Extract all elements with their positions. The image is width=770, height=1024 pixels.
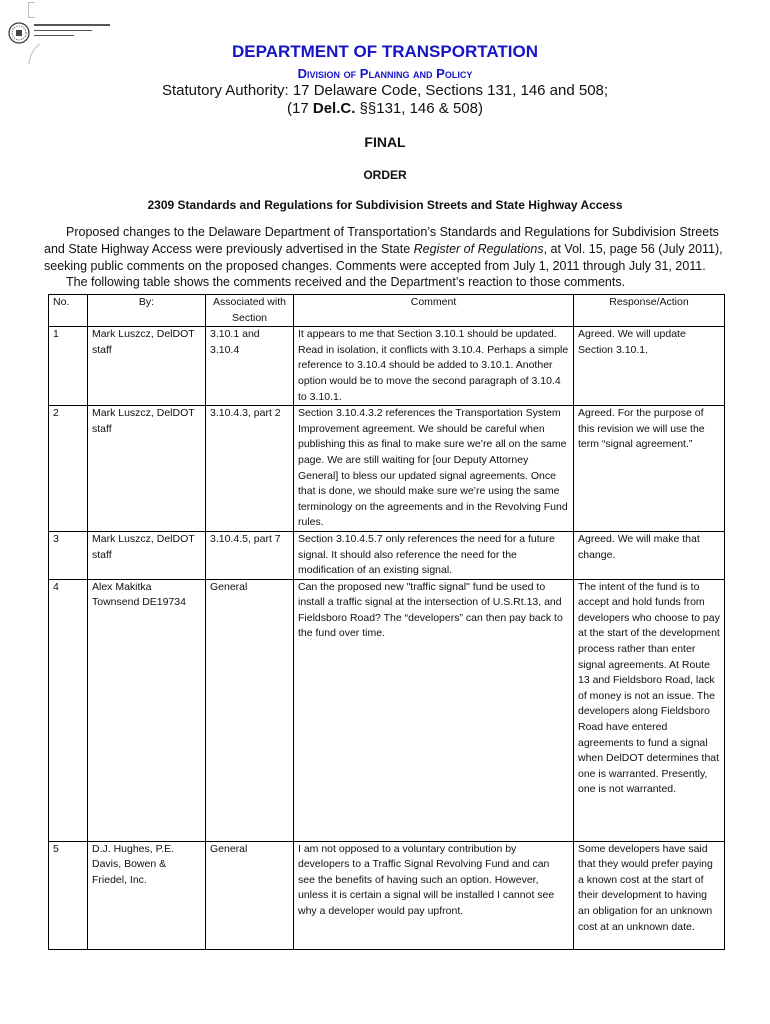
header-section: Associated with Section: [206, 295, 294, 327]
page-title: DEPARTMENT OF TRANSPORTATION: [232, 42, 538, 61]
intro-paragraph: Proposed changes to the Delaware Department of Transportation’s Standards and Regulations for Subdivision Streets and State Highway Access were previously advertised in the State Register of Regulations, at Vol. 15, page 56 (July 2011), seeking public comments on the proposed changes. Comments were accepted from July 1, 2011 through July 31, 2011.: [44, 225, 723, 273]
header-response: Response/Action: [574, 295, 725, 327]
cell-section: General: [206, 841, 294, 949]
state-seal-icon: [8, 22, 30, 44]
header-by: By:: [88, 295, 206, 327]
cell-response: Agreed. We will make that change.: [574, 531, 725, 579]
regulation-title: 2309 Standards and Regulations for Subdivision Streets and State Highway Access: [147, 198, 623, 212]
cell-section: General: [206, 579, 294, 841]
comments-table: [48, 294, 725, 950]
final-heading: FINAL: [364, 134, 406, 150]
cell-by: D.J. Hughes, P.E. Davis, Bowen & Friedel, Inc.: [88, 841, 206, 949]
cell-no: 2: [49, 406, 88, 532]
table-row: [49, 531, 725, 579]
table-header-row: [49, 295, 725, 327]
table-row: [49, 841, 725, 949]
order-heading: ORDER: [363, 168, 407, 182]
statutory-citation: (17 Del.C. §§131, 146 & 508): [287, 100, 483, 117]
table-row: [49, 406, 725, 532]
cell-comment: Can the proposed new "traffic signal" fund be used to install a traffic signal at the intersection of U.S.Rt.13, and Fieldsboro Road? The “developers” can then pay back to the fund over time.: [294, 579, 574, 841]
cell-comment: Section 3.10.4.5.7 only references the need for a future signal. It should also reference the need for the modification of an existing signal.: [294, 531, 574, 579]
cell-by: Mark Luszcz, DelDOT staff: [88, 406, 206, 532]
cell-no: 4: [49, 579, 88, 841]
cell-by: Alex Makitka Townsend DE19734: [88, 579, 206, 841]
cell-by: Mark Luszcz, DelDOT staff: [88, 327, 206, 406]
cell-response: Some developers have said that they would prefer paying a known cost at the start of their development to having an obligation for an unknown cost at an unknown date.: [574, 841, 725, 949]
cell-no: 1: [49, 327, 88, 406]
cell-section: 3.10.4.3, part 2: [206, 406, 294, 532]
cell-by: Mark Luszcz, DelDOT staff: [88, 531, 206, 579]
corner-bracket: [28, 2, 35, 18]
cell-response: The intent of the fund is to accept and hold funds from developers who choose to pay at the start of the development process rather than enter signal agreements. At Route 13 and Fieldsboro Road, lack of money is not an issue. The developers along Fieldsboro Road have entered agreements to fund a signal when DelDOT determines that one is warranted. Presently, one is not warranted.: [574, 579, 725, 841]
cell-comment: I am not opposed to a voluntary contribution by developers to a Traffic Signal Revolving Fund and can see the benefits of having such an option. However, unless it is certain a signal will be installed I cannot see why a developer would pay upfront.: [294, 841, 574, 949]
cell-response: Agreed. For the purpose of this revision we will use the term “signal agreement.”: [574, 406, 725, 532]
table-row: [49, 327, 725, 406]
office-letterhead: [34, 24, 114, 40]
division-name: Division of Planning and Policy: [297, 66, 473, 81]
table-row: [49, 579, 725, 841]
cell-comment: It appears to me that Section 3.10.1 should be updated. Read in isolation, it conflicts with 3.10.4. Perhaps a simple reference to 3.10.4 should be added to 3.10.1. Another option would be to move the second paragraph of 3.10.4 to 3.10.1.: [294, 327, 574, 406]
cell-section: 3.10.1 and 3.10.4: [206, 327, 294, 406]
header-comment: Comment: [294, 295, 574, 327]
cell-comment: Section 3.10.4.3.2 references the Transportation System Improvement agreement. We should be careful when publishing this as final to make sure we’re all on the same page. We are still waiting for [our Deputy Attorney General] to bless our updated signal agreements. Once that is done, we should make sure we’re using the same terminology on the agreements and in the Revolving Fund rules.: [294, 406, 574, 532]
cell-section: 3.10.4.5, part 7: [206, 531, 294, 579]
cell-no: 5: [49, 841, 88, 949]
statutory-authority: Statutory Authority: 17 Delaware Code, Sections 131, 146 and 508;: [161, 82, 609, 99]
cell-no: 3: [49, 531, 88, 579]
table-intro: The following table shows the comments received and the Department’s reaction to those comments.: [66, 275, 626, 289]
cell-response: Agreed. We will update Section 3.10.1.: [574, 327, 725, 406]
header-no: No.: [49, 295, 88, 327]
